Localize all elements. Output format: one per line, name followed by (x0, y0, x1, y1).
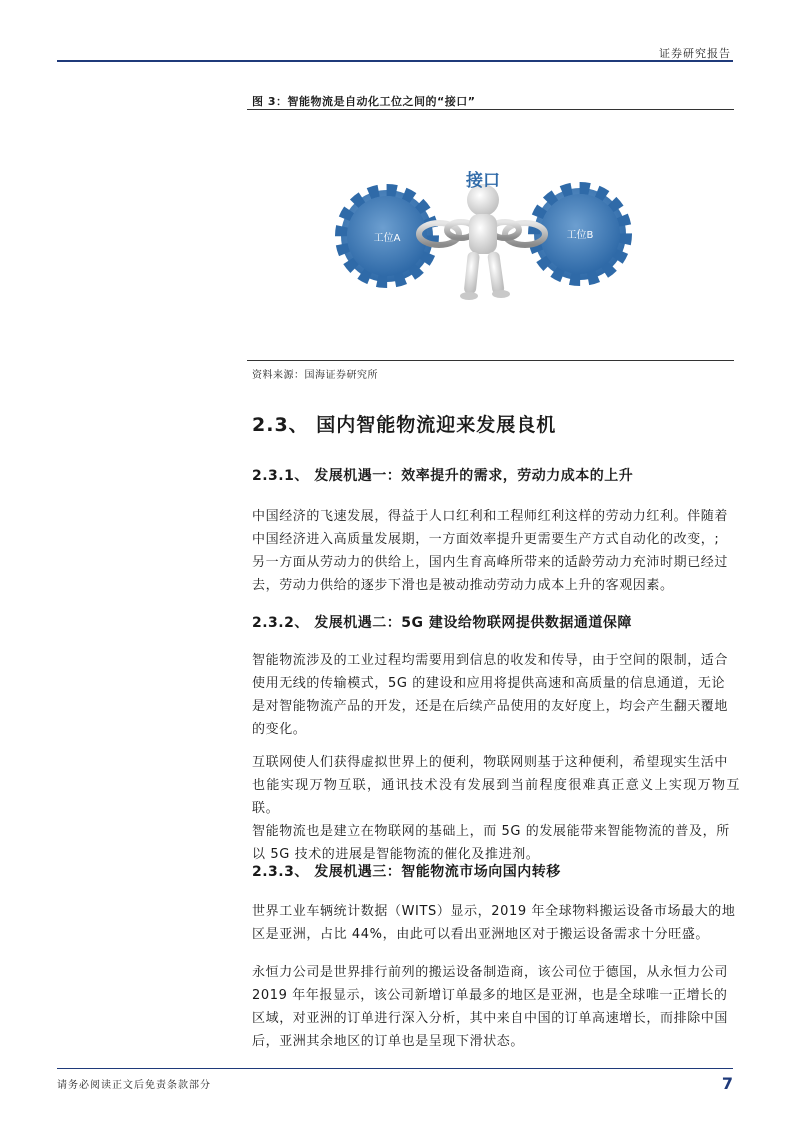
figure-title: 图 3：智能物流是自动化工位之间的“接口” (252, 95, 476, 108)
text-line: 智能物流也是建立在物联网的基础上，而 5G 的发展能带来智能物流的普及，所 (252, 824, 730, 839)
text-line: 智能物流涉及的工业过程均需要用到信息的收发和传导，由于空间的限制，适合 (252, 653, 729, 668)
subsection-heading-1: 2.3.1、 发展机遇一：效率提升的需求，劳动力成本的上升 (252, 468, 634, 484)
text-line: 区是亚洲，占比 44%，由此可以看出亚洲地区对于搬运设备需求十分旺盛。 (252, 927, 710, 942)
text-line: 去，劳动力供给的逐步下滑也是被动推动劳动力成本上升的客观因素。 (252, 578, 674, 593)
section-heading: 2.3、 国内智能物流迎来发展良机 (252, 414, 557, 436)
text-line: 另一方面从劳动力的供给上，国内生育高峰所带来的适龄劳动力充沛时期已经过 (252, 555, 729, 570)
text-line: 中国经济的飞速发展，得益于人口红利和工程师红利这样的劳动力红利。伴随着 (252, 509, 729, 524)
robot-figure-icon (460, 184, 510, 300)
text-line: 是对智能物流产品的开发，还是在后续产品使用的友好度上，均会产生翻天覆地 (252, 699, 729, 714)
paragraph-5 (252, 961, 740, 1053)
workstation-a-label: 工位A (373, 233, 401, 244)
text-line: 互联网使人们获得虚拟世界上的便利，物联网则基于这种便利，希望现实生活中 (252, 755, 729, 770)
interface-label: 接口 (466, 171, 500, 191)
text-line: 区域，对亚洲的订单进行深入分析，其中来自中国的订单高速增长，而排除中国 (252, 1011, 729, 1026)
subsection-heading-3: 2.3.3、 发展机遇三：智能物流市场向国内转移 (252, 864, 561, 880)
paragraph-3 (252, 751, 740, 866)
figure-bottom-rule (247, 360, 734, 361)
text-line: 世界工业车辆统计数据（WITS）显示，2019 年全球物料搬运设备市场最大的地 (252, 904, 736, 919)
footer-disclaimer: 请务必阅读正文后免责条款部分 (57, 1080, 211, 1091)
figure-top-rule (247, 109, 734, 110)
report-type-label: 证券研究报告 (659, 47, 731, 60)
subsection-heading-2: 2.3.2、 发展机遇二：5G 建设给物联网提供数据通道保障 (252, 615, 632, 631)
text-line: 的变化。 (252, 722, 307, 737)
figure-interface-illustration (247, 112, 734, 360)
text-line: 永恒力公司是世界排行前列的搬运设备制造商，该公司位于德国，从永恒力公司 (252, 965, 729, 980)
page-header (0, 0, 793, 62)
footer-rule (57, 1068, 733, 1069)
text-line: 使用无线的传输模式，5G 的建设和应用将提供高速和高质量的信息通道，无论 (252, 676, 726, 691)
text-line: 也能实现万物互联，通讯技术没有发展到当前程度很难真正意义上实现万物互联。 (252, 778, 740, 816)
paragraph-4 (252, 900, 740, 946)
page-footer (0, 1068, 793, 1108)
text-line: 后，亚洲其余地区的订单也是呈现下滑状态。 (252, 1034, 525, 1049)
text-line: 中国经济进入高质量发展期，一方面效率提升更需要生产方式自动化的改变，; (252, 532, 720, 547)
figure-source: 资料来源：国海证券研究所 (252, 370, 378, 381)
text-line: 2019 年年报显示，该公司新增订单最多的地区是亚洲，也是全球唯一正增长的 (252, 988, 728, 1003)
header-rule (57, 60, 733, 62)
text-line: 以 5G 技术的进展是智能物流的催化及推进剂。 (252, 847, 540, 862)
paragraph-1 (252, 505, 740, 597)
workstation-b-label: 工位B (566, 230, 594, 241)
page-number: 7 (721, 1074, 733, 1093)
paragraph-2 (252, 649, 740, 741)
